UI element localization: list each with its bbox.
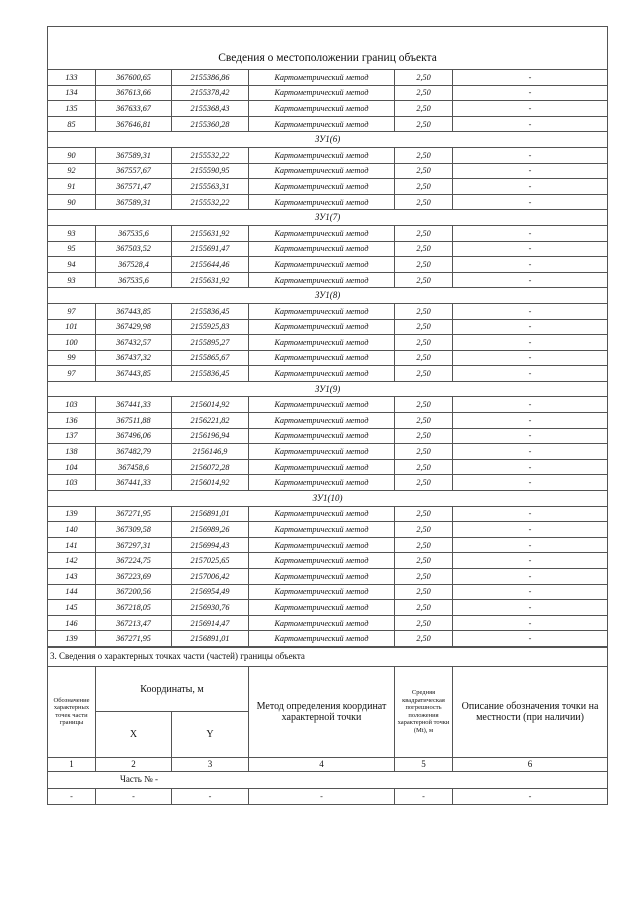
method-cell: Картометрический метод: [249, 584, 395, 600]
accuracy-cell: 2,50: [395, 241, 453, 257]
point-id-cell: 95: [48, 241, 96, 257]
point-id-cell: 145: [48, 600, 96, 616]
method-cell: Картометрический метод: [249, 70, 395, 86]
accuracy-cell: 2,50: [395, 444, 453, 460]
y-coordinate-cell: 2157025,65: [172, 553, 249, 569]
table-row: [48, 70, 608, 86]
description-cell: -: [453, 116, 608, 132]
point-id-cell: 138: [48, 444, 96, 460]
description-cell: -: [453, 428, 608, 444]
x-coordinate-cell: 367528,4: [96, 257, 172, 273]
y-coordinate-cell: 2156072,28: [172, 459, 249, 475]
x-coordinate-cell: 367458,6: [96, 459, 172, 475]
accuracy-cell: 2,50: [395, 163, 453, 179]
part-label: Часть № -: [48, 771, 608, 788]
method-cell: Картометрический метод: [249, 631, 395, 647]
point-id-cell: 139: [48, 631, 96, 647]
empty-cell: -: [453, 788, 608, 804]
accuracy-cell: 2,50: [395, 350, 453, 366]
point-id-cell: 101: [48, 319, 96, 335]
x-coordinate-cell: 367200,56: [96, 584, 172, 600]
description-cell: -: [453, 225, 608, 241]
accuracy-cell: 2,50: [395, 522, 453, 538]
point-id-cell: 142: [48, 553, 96, 569]
method-cell: Картометрический метод: [249, 413, 395, 429]
point-id-cell: 134: [48, 85, 96, 101]
accuracy-cell: 2,50: [395, 475, 453, 491]
point-id-cell: 90: [48, 147, 96, 163]
point-id-cell: 92: [48, 163, 96, 179]
table-row: [48, 537, 608, 553]
description-cell: -: [453, 335, 608, 351]
table-row: [48, 444, 608, 460]
description-cell: -: [453, 537, 608, 553]
method-cell: Картометрический метод: [249, 537, 395, 553]
point-id-cell: 139: [48, 506, 96, 522]
description-cell: -: [453, 506, 608, 522]
y-coordinate-cell: 2156221,82: [172, 413, 249, 429]
point-id-cell: 97: [48, 303, 96, 319]
section-header-row: [48, 288, 608, 304]
accuracy-cell: 2,50: [395, 413, 453, 429]
section3-title-row: [48, 647, 608, 666]
col-number: 5: [395, 757, 453, 771]
table-row: [48, 257, 608, 273]
description-cell: -: [453, 444, 608, 460]
col-accuracy-header: Средняя квадратическая погрешность положения характерной точки (Mt), м: [395, 666, 453, 757]
description-cell: -: [453, 522, 608, 538]
accuracy-cell: 2,50: [395, 272, 453, 288]
accuracy-cell: 2,50: [395, 537, 453, 553]
accuracy-cell: 2,50: [395, 584, 453, 600]
description-cell: -: [453, 366, 608, 382]
table-row: [48, 553, 608, 569]
x-coordinate-cell: 367223,69: [96, 569, 172, 585]
method-cell: Картометрический метод: [249, 335, 395, 351]
point-id-cell: 103: [48, 397, 96, 413]
section-header: ЗУ1(6): [48, 132, 608, 148]
part-row: [48, 771, 608, 788]
description-cell: -: [453, 70, 608, 86]
table-row: [48, 335, 608, 351]
accuracy-cell: 2,50: [395, 101, 453, 117]
accuracy-cell: 2,50: [395, 459, 453, 475]
y-coordinate-cell: 2156954,49: [172, 584, 249, 600]
y-coordinate-cell: 2155532,22: [172, 147, 249, 163]
point-id-cell: 144: [48, 584, 96, 600]
table-row: [48, 350, 608, 366]
y-coordinate-cell: 2156891,01: [172, 506, 249, 522]
accuracy-cell: 2,50: [395, 116, 453, 132]
method-cell: Картометрический метод: [249, 569, 395, 585]
y-coordinate-cell: 2155836,45: [172, 303, 249, 319]
table-row: [48, 194, 608, 210]
col-number: 3: [172, 757, 249, 771]
description-cell: -: [453, 179, 608, 195]
x-coordinate-cell: 367600,65: [96, 70, 172, 86]
section-header: ЗУ1(8): [48, 288, 608, 304]
method-cell: Картометрический метод: [249, 241, 395, 257]
column-numbers-row: [48, 757, 608, 771]
method-cell: Картометрический метод: [249, 163, 395, 179]
x-coordinate-cell: 367213,47: [96, 615, 172, 631]
accuracy-cell: 2,50: [395, 225, 453, 241]
x-coordinate-cell: 367633,67: [96, 101, 172, 117]
empty-cell: -: [249, 788, 395, 804]
accuracy-cell: 2,50: [395, 615, 453, 631]
y-coordinate-cell: 2155631,92: [172, 225, 249, 241]
accuracy-cell: 2,50: [395, 600, 453, 616]
description-cell: -: [453, 615, 608, 631]
table-row: [48, 225, 608, 241]
x-coordinate-cell: 367224,75: [96, 553, 172, 569]
y-coordinate-cell: 2155865,67: [172, 350, 249, 366]
x-coordinate-cell: 367613,66: [96, 85, 172, 101]
accuracy-cell: 2,50: [395, 397, 453, 413]
point-id-cell: 100: [48, 335, 96, 351]
method-cell: Картометрический метод: [249, 506, 395, 522]
y-coordinate-cell: 2156914,47: [172, 615, 249, 631]
point-id-cell: 103: [48, 475, 96, 491]
y-coordinate-cell: 2155836,45: [172, 366, 249, 382]
x-coordinate-cell: 367441,33: [96, 397, 172, 413]
method-cell: Картометрический метод: [249, 101, 395, 117]
y-coordinate-cell: 2156014,92: [172, 475, 249, 491]
y-coordinate-cell: 2156146,9: [172, 444, 249, 460]
description-cell: -: [453, 553, 608, 569]
description-cell: -: [453, 569, 608, 585]
description-cell: -: [453, 241, 608, 257]
section-header: ЗУ1(9): [48, 381, 608, 397]
description-cell: -: [453, 101, 608, 117]
method-cell: Картометрический метод: [249, 475, 395, 491]
section3-title: 3. Сведения о характерных точках части (частей) границы объекта: [48, 647, 608, 666]
method-cell: Картометрический метод: [249, 303, 395, 319]
table-row: [48, 600, 608, 616]
section-header-row: [48, 381, 608, 397]
x-coordinate-cell: 367443,85: [96, 303, 172, 319]
x-coordinate-cell: 367589,31: [96, 147, 172, 163]
table-title: Сведения о местоположении границ объекта: [48, 27, 608, 70]
accuracy-cell: 2,50: [395, 319, 453, 335]
point-id-cell: 93: [48, 272, 96, 288]
x-coordinate-cell: 367309,58: [96, 522, 172, 538]
x-coordinate-cell: 367535,6: [96, 272, 172, 288]
point-id-cell: 135: [48, 101, 96, 117]
description-cell: -: [453, 600, 608, 616]
y-coordinate-cell: 2155895,27: [172, 335, 249, 351]
table-row: [48, 319, 608, 335]
col-number: 1: [48, 757, 96, 771]
y-coordinate-cell: 2156994,43: [172, 537, 249, 553]
table-row: [48, 506, 608, 522]
accuracy-cell: 2,50: [395, 303, 453, 319]
y-coordinate-cell: 2156989,26: [172, 522, 249, 538]
table-row: [48, 459, 608, 475]
x-coordinate-cell: 367218,05: [96, 600, 172, 616]
method-cell: Картометрический метод: [249, 350, 395, 366]
method-cell: Картометрический метод: [249, 428, 395, 444]
method-cell: Картометрический метод: [249, 194, 395, 210]
section-header: ЗУ1(7): [48, 210, 608, 226]
accuracy-cell: 2,50: [395, 179, 453, 195]
table-row: [48, 303, 608, 319]
method-cell: Картометрический метод: [249, 85, 395, 101]
point-id-cell: 136: [48, 413, 96, 429]
y-coordinate-cell: 2156014,92: [172, 397, 249, 413]
y-coordinate-cell: 2156196,94: [172, 428, 249, 444]
point-id-cell: 85: [48, 116, 96, 132]
point-id-cell: 104: [48, 459, 96, 475]
table-row: [48, 272, 608, 288]
table-row: [48, 584, 608, 600]
description-cell: -: [453, 631, 608, 647]
accuracy-cell: 2,50: [395, 631, 453, 647]
x-coordinate-cell: 367297,31: [96, 537, 172, 553]
description-cell: -: [453, 459, 608, 475]
point-id-cell: 93: [48, 225, 96, 241]
description-cell: -: [453, 194, 608, 210]
description-cell: -: [453, 413, 608, 429]
description-cell: -: [453, 475, 608, 491]
y-coordinate-cell: 2155691,47: [172, 241, 249, 257]
description-cell: -: [453, 350, 608, 366]
description-cell: -: [453, 257, 608, 273]
col-point-header: Обозначение характерных точек части границы: [48, 666, 96, 757]
point-id-cell: 97: [48, 366, 96, 382]
section-header-row: [48, 210, 608, 226]
x-coordinate-cell: 367646,81: [96, 116, 172, 132]
empty-cell: -: [96, 788, 172, 804]
table-title-row: [48, 27, 608, 70]
description-cell: -: [453, 272, 608, 288]
col-x-header: X: [96, 712, 172, 758]
table-row: [48, 631, 608, 647]
boundary-coordinates-table: [47, 26, 608, 647]
method-cell: Картометрический метод: [249, 397, 395, 413]
accuracy-cell: 2,50: [395, 194, 453, 210]
x-coordinate-cell: 367429,98: [96, 319, 172, 335]
accuracy-cell: 2,50: [395, 147, 453, 163]
table-row: [48, 241, 608, 257]
accuracy-cell: 2,50: [395, 335, 453, 351]
description-cell: -: [453, 584, 608, 600]
y-coordinate-cell: 2156930,76: [172, 600, 249, 616]
method-cell: Картометрический метод: [249, 225, 395, 241]
x-coordinate-cell: 367443,85: [96, 366, 172, 382]
accuracy-cell: 2,50: [395, 428, 453, 444]
x-coordinate-cell: 367432,57: [96, 335, 172, 351]
y-coordinate-cell: 2157006,42: [172, 569, 249, 585]
table-row: [48, 475, 608, 491]
accuracy-cell: 2,50: [395, 70, 453, 86]
x-coordinate-cell: 367535,6: [96, 225, 172, 241]
table-row: [48, 522, 608, 538]
accuracy-cell: 2,50: [395, 366, 453, 382]
x-coordinate-cell: 367271,95: [96, 631, 172, 647]
method-cell: Картометрический метод: [249, 116, 395, 132]
y-coordinate-cell: 2155563,31: [172, 179, 249, 195]
col-y-header: Y: [172, 712, 249, 758]
x-coordinate-cell: 367271,95: [96, 506, 172, 522]
table-row: [48, 366, 608, 382]
y-coordinate-cell: 2155590,95: [172, 163, 249, 179]
x-coordinate-cell: 367511,88: [96, 413, 172, 429]
description-cell: -: [453, 85, 608, 101]
empty-cell: -: [48, 788, 96, 804]
point-id-cell: 91: [48, 179, 96, 195]
description-cell: -: [453, 147, 608, 163]
point-id-cell: 140: [48, 522, 96, 538]
method-cell: Картометрический метод: [249, 257, 395, 273]
method-cell: Картометрический метод: [249, 615, 395, 631]
point-id-cell: 146: [48, 615, 96, 631]
empty-cell: -: [395, 788, 453, 804]
section-header: ЗУ1(10): [48, 491, 608, 507]
x-coordinate-cell: 367441,33: [96, 475, 172, 491]
accuracy-cell: 2,50: [395, 553, 453, 569]
point-id-cell: 137: [48, 428, 96, 444]
section3-table: [47, 647, 608, 805]
point-id-cell: 141: [48, 537, 96, 553]
table-row: [48, 615, 608, 631]
table-row: [48, 85, 608, 101]
col-desc-header: Описание обозначения точки на местности (при наличии): [453, 666, 608, 757]
table-row: [48, 147, 608, 163]
description-cell: -: [453, 163, 608, 179]
table-row: [48, 413, 608, 429]
point-id-cell: 133: [48, 70, 96, 86]
accuracy-cell: 2,50: [395, 257, 453, 273]
method-cell: Картометрический метод: [249, 459, 395, 475]
table-row: [48, 397, 608, 413]
section-header-row: [48, 132, 608, 148]
point-id-cell: 90: [48, 194, 96, 210]
document-sheet: [47, 26, 607, 805]
y-coordinate-cell: 2155631,92: [172, 272, 249, 288]
y-coordinate-cell: 2156891,01: [172, 631, 249, 647]
col-number: 2: [96, 757, 172, 771]
table-row: [48, 116, 608, 132]
method-cell: Картометрический метод: [249, 319, 395, 335]
method-cell: Картометрический метод: [249, 600, 395, 616]
section-header-row: [48, 491, 608, 507]
accuracy-cell: 2,50: [395, 506, 453, 522]
description-cell: -: [453, 397, 608, 413]
y-coordinate-cell: 2155925,83: [172, 319, 249, 335]
col-coords-header: Координаты, м: [96, 666, 249, 712]
description-cell: -: [453, 319, 608, 335]
section3-header-row: [48, 666, 608, 712]
table-row: [48, 163, 608, 179]
x-coordinate-cell: 367571,47: [96, 179, 172, 195]
method-cell: Картометрический метод: [249, 272, 395, 288]
y-coordinate-cell: 2155368,43: [172, 101, 249, 117]
y-coordinate-cell: 2155360,28: [172, 116, 249, 132]
table-row: [48, 101, 608, 117]
table-row: [48, 179, 608, 195]
table-row: [48, 428, 608, 444]
method-cell: Картометрический метод: [249, 553, 395, 569]
y-coordinate-cell: 2155386,86: [172, 70, 249, 86]
y-coordinate-cell: 2155532,22: [172, 194, 249, 210]
col-number: 4: [249, 757, 395, 771]
method-cell: Картометрический метод: [249, 522, 395, 538]
x-coordinate-cell: 367437,32: [96, 350, 172, 366]
table-row: [48, 569, 608, 585]
method-cell: Картометрический метод: [249, 147, 395, 163]
accuracy-cell: 2,50: [395, 569, 453, 585]
x-coordinate-cell: 367503,52: [96, 241, 172, 257]
y-coordinate-cell: 2155378,42: [172, 85, 249, 101]
empty-cell: -: [172, 788, 249, 804]
x-coordinate-cell: 367482,79: [96, 444, 172, 460]
method-cell: Картометрический метод: [249, 366, 395, 382]
y-coordinate-cell: 2155644,46: [172, 257, 249, 273]
x-coordinate-cell: 367557,67: [96, 163, 172, 179]
col-method-header: Метод определения координат характерной точки: [249, 666, 395, 757]
point-id-cell: 94: [48, 257, 96, 273]
accuracy-cell: 2,50: [395, 85, 453, 101]
empty-data-row: [48, 788, 608, 804]
x-coordinate-cell: 367496,06: [96, 428, 172, 444]
point-id-cell: 99: [48, 350, 96, 366]
description-cell: -: [453, 303, 608, 319]
col-number: 6: [453, 757, 608, 771]
method-cell: Картометрический метод: [249, 179, 395, 195]
point-id-cell: 143: [48, 569, 96, 585]
method-cell: Картометрический метод: [249, 444, 395, 460]
x-coordinate-cell: 367589,31: [96, 194, 172, 210]
